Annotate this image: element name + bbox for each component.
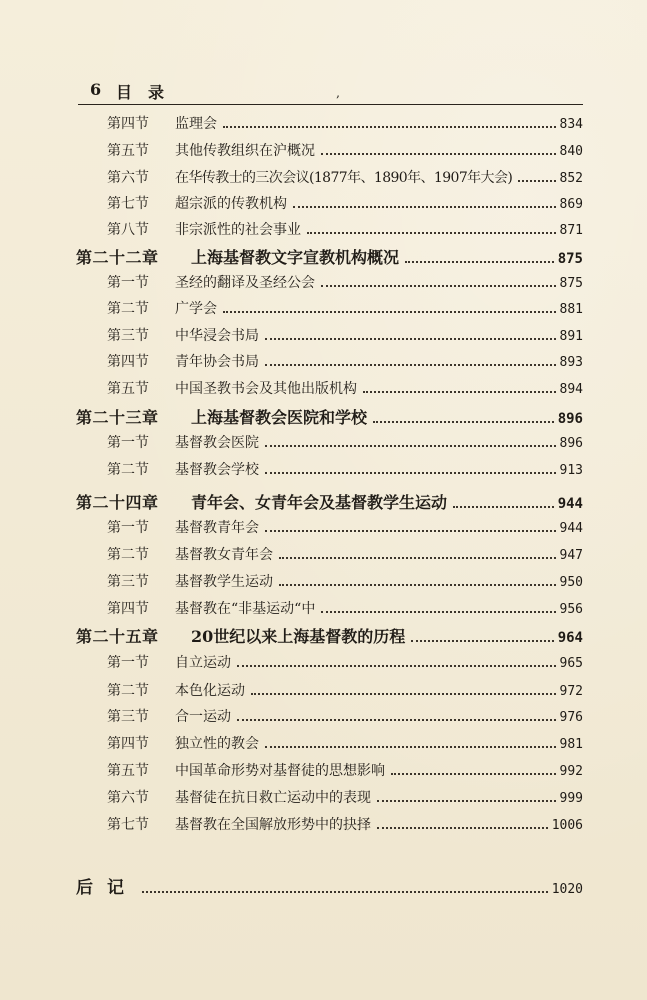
toc-page-number: 981 [559,737,583,752]
toc-entry-number: 后记 [76,878,138,898]
toc-entry-number: 第一节 [107,435,149,451]
toc-entry-title: 20世纪以来上海基督教的历程 [191,627,406,646]
toc-entry-title: 基督教会学校 [175,462,259,478]
toc-dot-leader [279,584,556,586]
toc-page-number: 956 [559,602,583,617]
toc-entry-number: 第二节 [107,301,149,317]
toc-section-row[interactable] [107,787,583,807]
toc-dot-leader [373,421,554,423]
toc-dot-leader [265,746,556,748]
toc-entry-title: 其他传教组织在沪概况 [175,143,315,159]
toc-section-row[interactable] [107,113,583,133]
toc-dot-leader [142,891,548,893]
toc-page-number: 894 [559,382,583,397]
toc-entry-title: 自立运动 [175,655,231,671]
toc-entry-title: 基督教女青年会 [175,547,273,563]
toc-entry-title: 基督教会医院 [175,435,259,451]
toc-dot-leader [237,719,556,721]
toc-section-row[interactable] [107,733,583,753]
toc-section-row[interactable] [107,680,583,700]
toc-section-row[interactable] [107,351,583,371]
toc-section-row[interactable] [107,760,583,780]
page-header [78,80,583,105]
toc-dot-leader [279,557,556,559]
toc-entry-number: 第三节 [107,328,149,344]
toc-page-number: 852 [559,171,583,186]
toc-section-row[interactable] [107,298,583,318]
toc-entry-number: 第四节 [107,354,149,370]
toc-section-row[interactable] [107,544,583,564]
toc-section-row[interactable] [107,652,583,672]
toc-section-row[interactable] [107,272,583,292]
toc-entry-title: 基督教青年会 [175,520,259,536]
toc-entry-number: 第五节 [107,143,149,159]
toc-dot-leader [321,611,555,613]
toc-entry-title: 中国革命形势对基督徒的思想影响 [175,763,385,779]
toc-section-row[interactable] [107,598,583,618]
toc-dot-leader [377,827,548,829]
toc-section-row[interactable] [107,193,583,213]
toc-entry-number: 第二十三章 [76,408,159,427]
toc-dot-leader [377,800,556,802]
toc-chapter-row[interactable] [76,490,583,513]
toc-section-row[interactable] [107,140,583,160]
header-title: 目录 [116,83,181,102]
toc-page-number: 972 [559,684,583,699]
toc-dot-leader [265,364,556,366]
toc-entry-title: 监理会 [175,116,217,132]
toc-section-row[interactable] [107,706,583,726]
toc-entry-title: 青年会、女青年会及基督教学生运动 [191,493,448,512]
toc-entry-title: 非宗派性的社会事业 [175,222,301,238]
toc-page-number: 913 [559,463,583,478]
toc-entry-number: 第二节 [107,547,149,563]
toc-entry-number: 第一节 [107,520,149,536]
toc-section-row[interactable] [107,517,583,537]
toc-entry-number: 第二十四章 [76,493,159,512]
toc-page-number: 944 [557,496,583,512]
toc-section-row[interactable] [107,814,583,834]
toc-dot-leader [265,338,556,340]
toc-entry-title: 中华浸会书局 [175,328,259,344]
toc-entry-number: 第五节 [107,381,149,397]
toc-dot-leader [391,773,556,775]
toc-dot-leader [321,153,556,155]
toc-entry-number: 第二节 [107,683,149,699]
toc-entry-number: 第五节 [107,763,149,779]
toc-entry-number: 第六节 [107,170,149,186]
toc-dot-leader [363,391,556,393]
toc-entry-title: 圣经的翻译及圣经公会 [175,275,315,291]
toc-entry-number: 第二十五章 [76,627,159,646]
toc-dot-leader [265,530,556,532]
toc-page-number: 999 [559,791,583,806]
toc-page-number: 840 [559,144,583,159]
toc-entry-title: 广学会 [175,301,217,317]
toc-page-number: 964 [557,630,583,646]
toc-entry-number: 第二节 [107,462,149,478]
toc-page-number: 875 [557,251,583,267]
toc-page-number: 896 [559,436,583,451]
toc-dot-leader [223,126,556,128]
toc-page-number: 976 [559,710,583,725]
toc-entry-title: 基督教在“非基运动“中 [175,601,316,617]
toc-dot-leader [321,285,556,287]
toc-entry-title: 合一运动 [175,709,231,725]
toc-entry-number: 第一节 [107,275,149,291]
toc-page-number: 875 [559,276,583,291]
toc-section-row[interactable] [107,167,583,187]
toc-section-row[interactable] [107,378,583,398]
toc-page-number: 992 [559,764,583,779]
toc-entry-title: 在华传教士的三次会议(1877年、1890年、1907年大会) [175,170,513,186]
toc-entry-number: 第一节 [107,655,149,671]
toc-page-number: 871 [559,223,583,238]
toc-entry-number: 第二十二章 [76,248,159,267]
toc-section-row[interactable] [107,219,583,239]
toc-section-row[interactable] [107,459,583,479]
toc-section-row[interactable] [107,325,583,345]
toc-entry-title: 基督教学生运动 [175,574,273,590]
toc-entry-title: 基督教在全国解放形势中的抉择 [175,817,371,833]
toc-entry-number: 第四节 [107,601,149,617]
toc-page-number: 896 [557,411,583,427]
toc-dot-leader [453,506,554,508]
toc-page-number: 944 [559,521,583,536]
toc-page-number: 965 [559,656,583,671]
toc-page-number: 869 [559,197,583,212]
toc-entry-title: 独立性的教会 [175,736,259,752]
toc-entry-number: 第三节 [107,574,149,590]
toc-entry-title: 本色化运动 [175,683,245,699]
toc-entry-title: 青年协会书局 [175,354,259,370]
toc-section-row[interactable] [107,432,583,452]
toc-entry-number: 第六节 [107,790,149,806]
toc-dot-leader [251,693,556,695]
header-mark: ‚ [336,86,340,100]
toc-dot-leader [405,261,554,263]
toc-page-number: 1006 [551,818,583,833]
toc-entry-title: 基督徒在抗日救亡运动中的表现 [175,790,371,806]
toc-section-row[interactable] [107,571,583,591]
toc-postscript-row[interactable] [76,873,583,898]
toc-entry-number: 第八节 [107,222,149,238]
toc-dot-leader [265,445,556,447]
toc-chapter-row[interactable] [76,245,583,268]
toc-dot-leader [265,472,556,474]
toc-entry-title: 上海基督教文字宣教机构概况 [191,248,400,267]
toc-page-number: 891 [559,329,583,344]
toc-page-number: 893 [559,355,583,370]
toc-dot-leader [518,180,555,182]
toc-entry-number: 第七节 [107,196,149,212]
toc-dot-leader [411,640,553,642]
toc-dot-leader [293,206,556,208]
toc-chapter-row[interactable] [76,405,583,428]
toc-entry-number: 第四节 [107,736,149,752]
toc-entry-number: 第七节 [107,817,149,833]
toc-page-number: 950 [559,575,583,590]
toc-dot-leader [307,232,556,234]
toc-dot-leader [223,311,556,313]
toc-page-number: 881 [559,302,583,317]
toc-entry-title: 中国圣教书会及其他出版机构 [175,381,357,397]
header-page-number: 6 [90,80,102,99]
toc-page-number: 834 [559,117,583,132]
toc-page-number: 1020 [551,882,583,897]
toc-entry-title: 上海基督教会医院和学校 [191,408,368,427]
toc-entry-number: 第三节 [107,709,149,725]
toc-chapter-row[interactable] [76,624,583,647]
toc-entry-title: 超宗派的传教机构 [175,196,287,212]
toc-page-number: 947 [559,548,583,563]
toc-entry-number: 第四节 [107,116,149,132]
toc-dot-leader [237,665,556,667]
